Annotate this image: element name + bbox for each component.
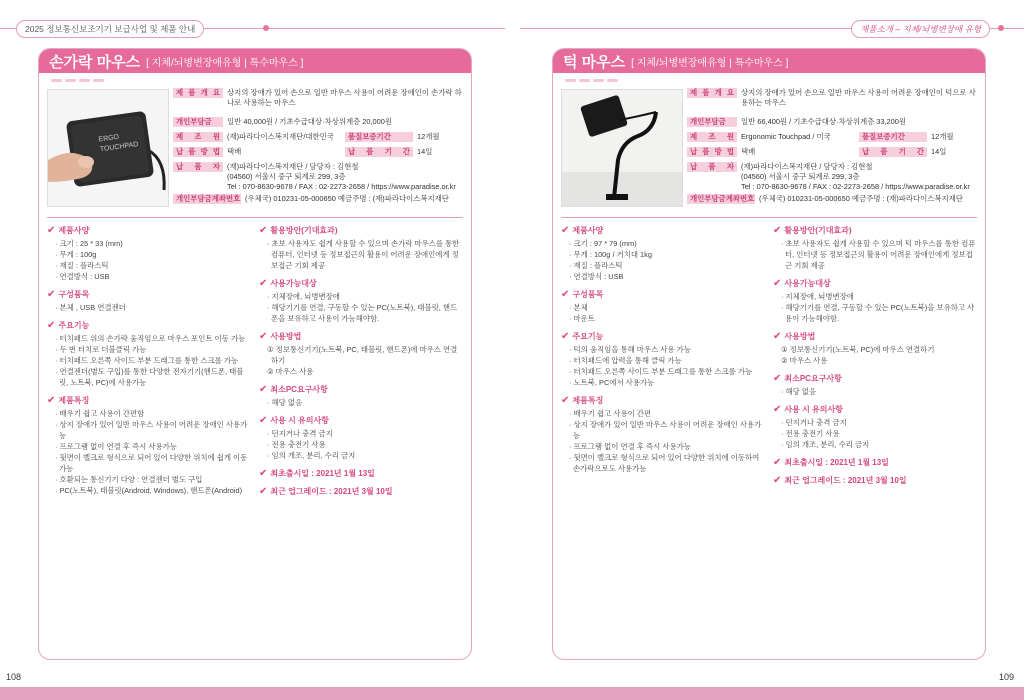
spec-section [773,373,978,397]
info-value: (우체국) 010231-05-000650 예금주명 : (재)파라다이스복지재단 [759,194,963,203]
title-underline [79,79,90,82]
section-heading-text: 최초출시일 : 2021년 1월 13일 [784,458,889,467]
spec-section [773,475,978,486]
list-item: · 본체 [569,303,588,312]
spec-section [259,486,464,497]
check-icon: ✔ [47,395,56,406]
spec-section [259,384,464,408]
section-heading [259,225,464,236]
list-item: ② 마우스 사용 [267,367,314,376]
list-item: · 해당 없음 [267,398,303,407]
spec-column-right [773,225,978,493]
spec-section [47,320,252,388]
info-value: 일반 66,400원 / 기초수급대상·차상위계층 33,200원 [741,117,907,126]
check-icon: ✔ [773,475,782,486]
check-icon: ✔ [773,457,782,468]
title-underline [51,79,62,82]
section-heading [47,320,252,331]
list-item: · 노트북, PC에서 사용가능 [569,378,655,387]
check-icon: ✔ [47,320,56,331]
list-item: · 재질 : 플라스틱 [55,261,109,270]
section-heading-text: 사용가능대상 [784,279,831,288]
check-icon: ✔ [47,225,56,236]
info-value: 상지의 장애가 있어 손으로 일반 마우스 사용이 어려운 장애인이 손가락 하나로 사용하는 마우스 [227,88,462,107]
section-heading [773,404,978,415]
section-heading-text: 활용방안(기대효과) [784,226,852,235]
check-icon: ✔ [773,278,782,289]
section-heading [561,225,766,236]
check-icon: ✔ [561,289,570,300]
section-heading-text: 사용 시 유의사항 [270,416,329,425]
product-photo [561,89,683,207]
section-heading-text: 최소PC요구사항 [784,374,842,383]
product-category: [ 지체/뇌병변장애유형 | 특수마우스 ] [146,57,304,69]
info-label: 품질보증기간 [859,132,927,142]
list-item: · 터치패드 오른쪽 사이드 부분 드래그를 통한 스크롤 가능 [55,356,239,365]
list-item: · 무게 : 100g / 거치대 1kg [569,250,652,259]
section-heading [259,468,464,479]
info-row-account [173,193,467,208]
product-title: 손가락 마우스 [49,53,141,71]
list-item: · 임의 개조, 분리, 수리 금지 [267,451,356,460]
section-heading [773,225,978,236]
list-item: · 터치패드 오른쪽 사이드 부분 드래그를 통한 스크롤 가능 [569,367,753,376]
spec-section [259,468,464,479]
list-item: · 던지거나 충격 금지 [267,429,333,438]
spec-section [561,225,766,282]
info-label: 품질보증기간 [345,132,413,142]
product-page [38,48,472,660]
spec-section [561,395,766,474]
section-heading [259,486,464,497]
check-icon: ✔ [259,415,268,426]
info-value: 일반 40,000원 / 기초수급대상·차상위계층 20,000원 [227,117,393,126]
list-item: · 배우기 쉽고 사용이 간편함 [55,409,145,418]
info-label: 개인부담금계좌번호 [173,194,241,204]
section-heading-text: 제품사양 [58,226,90,235]
product-title-bar [39,49,471,73]
list-item: · 전용 충전기 사용 [267,440,326,449]
info-value [227,162,467,192]
section-heading-text: 사용방법 [784,332,816,341]
info-value: (우체국) 010231-05-000650 예금주명 : (재)파라다이스복지재단 [245,194,449,203]
info-value: 14일 [417,147,433,156]
spec-section [773,457,978,468]
list-item: · 상지 장애가 있어 일반 마우스 사용이 어려운 장애인 사용가능 [569,420,762,440]
page-number-right: 109 [998,672,1014,682]
info-value: 14일 [931,147,947,156]
info-label: 납 품 기 간 [859,147,927,157]
check-icon: ✔ [773,331,782,342]
list-item: · 해당 없음 [781,387,817,396]
info-label: 납 품 방 법 [687,147,737,157]
check-icon: ✔ [561,395,570,406]
header-right [520,20,1024,38]
info-label: 납 품 자 [687,162,737,172]
title-underline [565,79,576,82]
list-item: · 상지 장애가 있어 일반 마우스 사용이 어려운 장애인 사용가능 [55,420,248,440]
list-item: · 무게 : 100g [55,250,97,259]
section-heading-text: 사용방법 [270,332,302,341]
spec-column-right [259,225,464,504]
list-item: · 초보 사용자도 쉽게 사용할 수 있으며 턱 마우스를 통한 컴퓨터, 인터넷 등 정보접근의 활용이 어려운 장애인에게 정보접근 기회 제공 [781,239,976,270]
section-heading-text: 사용가능대상 [270,279,317,288]
info-row-overview [687,87,981,109]
list-item: · 터치패드 위의 손가락 움직임으로 마우스 포인트 이동 가능 [55,334,246,343]
list-item: · 해당기기를 연결, 구동할 수 있는 PC(노트북)을 보유하고 사용이 가능해야함. [781,303,975,323]
spec-section [47,225,252,282]
header-dot-icon [263,25,269,31]
info-label: 제 조 원 [173,132,223,142]
list-item: · 마운트 [569,314,595,323]
list-item: · 크기 : 97 * 79 (mm) [569,239,637,248]
spec-section [773,225,978,271]
check-icon: ✔ [773,373,782,384]
supplier-contact: Tel : 070-8630-9678 / FAX : 02-2273-2658 / https://www.paradise.or.kr [741,182,970,191]
spec-column-left [47,225,252,503]
check-icon: ✔ [259,468,268,479]
info-value: 12개월 [417,132,440,141]
info-value [741,162,981,192]
info-label: 제 조 원 [687,132,737,142]
info-row-delivery [687,146,981,161]
list-item: · 뒷면이 벨크로 형식으로 되어 있어 다양한 위치에 쉽게 이동가능 [55,453,248,473]
section-heading-text: 제품사양 [572,226,604,235]
title-underline [65,79,76,82]
check-icon: ✔ [259,331,268,342]
info-row-price [173,116,467,131]
info-row-account [687,193,981,208]
list-item: · 재질 : 플라스틱 [569,261,623,270]
list-item: · 뒷면이 벨크로 형식으로 되어 있어 다양한 위치에 이동하여 손가락으로도 사용가능 [569,453,760,473]
product-category: [ 지체/뇌병변장애유형 | 특수마우스 ] [631,57,789,69]
section-heading [561,395,766,406]
supplier-name: (재)파라다이스복지재단 / 담당자 : 김현철 [227,162,359,171]
info-value: 택배 [741,147,756,156]
info-label: 납 품 자 [173,162,223,172]
info-value: 택배 [227,147,242,156]
header-right-title: 제품소개 – 지체/뇌병변장애 유형 [851,20,990,38]
section-heading [47,225,252,236]
info-row-supplier [173,161,467,193]
check-icon: ✔ [561,225,570,236]
list-item: ① 정보통신기기(노트북, PC)에 마우스 연결하기 [781,345,935,354]
spec-section [259,278,464,324]
product-info [173,87,467,208]
list-item: · 연결방식 : USB [569,272,624,281]
list-item: · 연결방식 : USB [55,272,110,281]
list-item: · 크기 : 25 * 33 (mm) [55,239,123,248]
list-item: · 지체장애, 뇌병변장애 [781,292,854,301]
check-icon: ✔ [259,225,268,236]
info-value: 12개월 [931,132,954,141]
info-label: 납 품 기 간 [345,147,413,157]
section-heading-text: 최소PC요구사항 [270,385,328,394]
product-title-bar [553,49,985,73]
spec-section [259,225,464,271]
check-icon: ✔ [259,486,268,497]
spec-section [259,331,464,377]
spec-section [773,331,978,366]
info-row-overview [173,87,467,109]
list-item: · 전용 충전기 사용 [781,429,840,438]
section-heading [773,278,978,289]
list-item: · 배우기 쉽고 사용이 간편 [569,409,652,418]
spec-section [561,289,766,324]
section-heading-text: 활용방안(기대효과) [270,226,338,235]
check-icon: ✔ [259,278,268,289]
spec-section [773,278,978,324]
section-heading [47,395,252,406]
info-row-maker [173,131,467,146]
list-item: · 두 번 터치로 더블클릭 가능 [55,345,147,354]
list-item: · 턱의 움직임을 통해 마우스 사용 가능 [569,345,691,354]
list-item: · 임의 개조, 분리, 수리 금지 [781,440,870,449]
section-heading-text: 주요기능 [572,332,604,341]
section-heading [259,278,464,289]
info-row-maker [687,131,981,146]
section-heading [773,373,978,384]
product-page [552,48,986,660]
supplier-name: (재)파라다이스복지재단 / 담당자 : 김현철 [741,162,873,171]
supplier-contact: Tel : 070-8630-9678 / FAX : 02-2273-2658 / https://www.paradise.or.kr [227,182,456,191]
section-heading-text: 사용 시 유의사항 [784,405,843,414]
info-row-price [687,116,981,131]
info-row-supplier [687,161,981,193]
product-info [687,87,981,208]
info-row-delivery [173,146,467,161]
spec-section [773,404,978,450]
section-heading [561,331,766,342]
section-heading-text: 주요기능 [58,321,90,330]
list-item: ② 마우스 사용 [781,356,828,365]
check-icon: ✔ [561,331,570,342]
footer-bar [0,687,1024,700]
product-title: 턱 마우스 [563,53,626,71]
photo-label: TOUCHPAD [99,141,139,154]
list-item: · PC(노트북), 태블릿(Android, Windows), 핸드폰(Android) [55,486,243,495]
section-divider [47,217,463,218]
spec-section [259,415,464,461]
info-label: 제 품 개 요 [687,88,737,98]
info-label: 개인부담금 [173,117,223,127]
section-heading-text: 최근 업그레이드 : 2021년 3월 10일 [270,487,393,496]
supplier-address: (04560) 서울시 중구 퇴계로 299, 3층 [227,172,346,181]
list-item: · 던지거나 충격 금지 [781,418,847,427]
section-heading [773,457,978,468]
header-left [0,20,505,38]
chin-mouse-illustration [562,90,682,206]
info-label: 납 품 방 법 [173,147,223,157]
spec-section [561,331,766,388]
section-heading [259,331,464,342]
check-icon: ✔ [47,289,56,300]
check-icon: ✔ [773,225,782,236]
spec-section [47,289,252,313]
page-number-left: 108 [6,672,22,682]
check-icon: ✔ [259,384,268,395]
list-item: · 초보 사용자도 쉽게 사용할 수 있으며 손가락 마우스를 통한 컴퓨터, 인터넷 등 정보접근의 활용이 어려운 장애인에게 정보접근 기회 제공 [267,239,460,270]
section-heading-text: 최근 업그레이드 : 2021년 3월 10일 [784,476,907,485]
info-value: (재)파라다이스복지재단/대한민국 [227,132,334,141]
list-item: · 프로그램 없이 연결 후 즉시 사용가능 [55,442,177,451]
supplier-address: (04560) 서울시 중구 퇴계로 299, 3층 [741,172,860,181]
list-item: · 터치패드에 압력을 통해 클릭 가능 [569,356,682,365]
list-item: · 해당기기를 연결, 구동할 수 있는 PC(노트북), 태블릿, 핸드폰을 보유하고 사용이 가능해야함. [267,303,458,323]
list-item: · 호환되는 통신기기 다양 : 연결젠더 별도 구입 [55,475,203,484]
section-heading-text: 최초출시일 : 2021년 1월 13일 [270,469,375,478]
section-heading-text: 제품특징 [58,396,90,405]
header-left-title: 2025 정보통신보조기기 보급사업 및 제품 안내 [16,20,204,38]
finger-mouse-illustration [48,90,168,206]
spec-section [47,395,252,496]
spec-column-left [561,225,766,481]
info-value: Ergonomic Touchpad / 미국 [741,132,831,141]
info-label: 개인부담금계좌번호 [687,194,755,204]
section-heading [773,331,978,342]
check-icon: ✔ [773,404,782,415]
section-heading [259,415,464,426]
section-heading [561,289,766,300]
list-item: · 지체장애, 뇌병변장애 [267,292,340,301]
section-heading-text: 제품특징 [572,396,604,405]
title-underline [593,79,604,82]
product-photo [47,89,169,207]
list-item: · 프로그램 없이 연결 후 즉시 사용가능 [569,442,691,451]
section-heading [259,384,464,395]
info-label: 제 품 개 요 [173,88,223,98]
title-underline [607,79,618,82]
section-heading-text: 구성품목 [58,290,90,299]
list-item: · 본체 , USB 연결젠더 [55,303,126,312]
section-heading [773,475,978,486]
info-label: 개인부담금 [687,117,737,127]
section-divider [561,217,977,218]
info-value: 상지의 장애가 있어 손으로 일반 마우스 사용이 어려운 장애인이 턱으로 사용하는 마우스 [741,88,976,107]
list-item: · 연결젠더(별도 구입)를 통한 다양한 전자기기(핸드폰, 태블릿, 노트북, PC)에 사용가능 [55,367,244,387]
photo-label: ERGO [98,133,120,144]
header-dot-icon [998,25,1004,31]
section-heading-text: 구성품목 [572,290,604,299]
list-item: ① 정보통신기기(노트북, PC, 태블릿, 핸드폰)에 마우스 연결하기 [267,345,458,365]
section-heading [47,289,252,300]
title-underline [579,79,590,82]
title-underline [93,79,104,82]
